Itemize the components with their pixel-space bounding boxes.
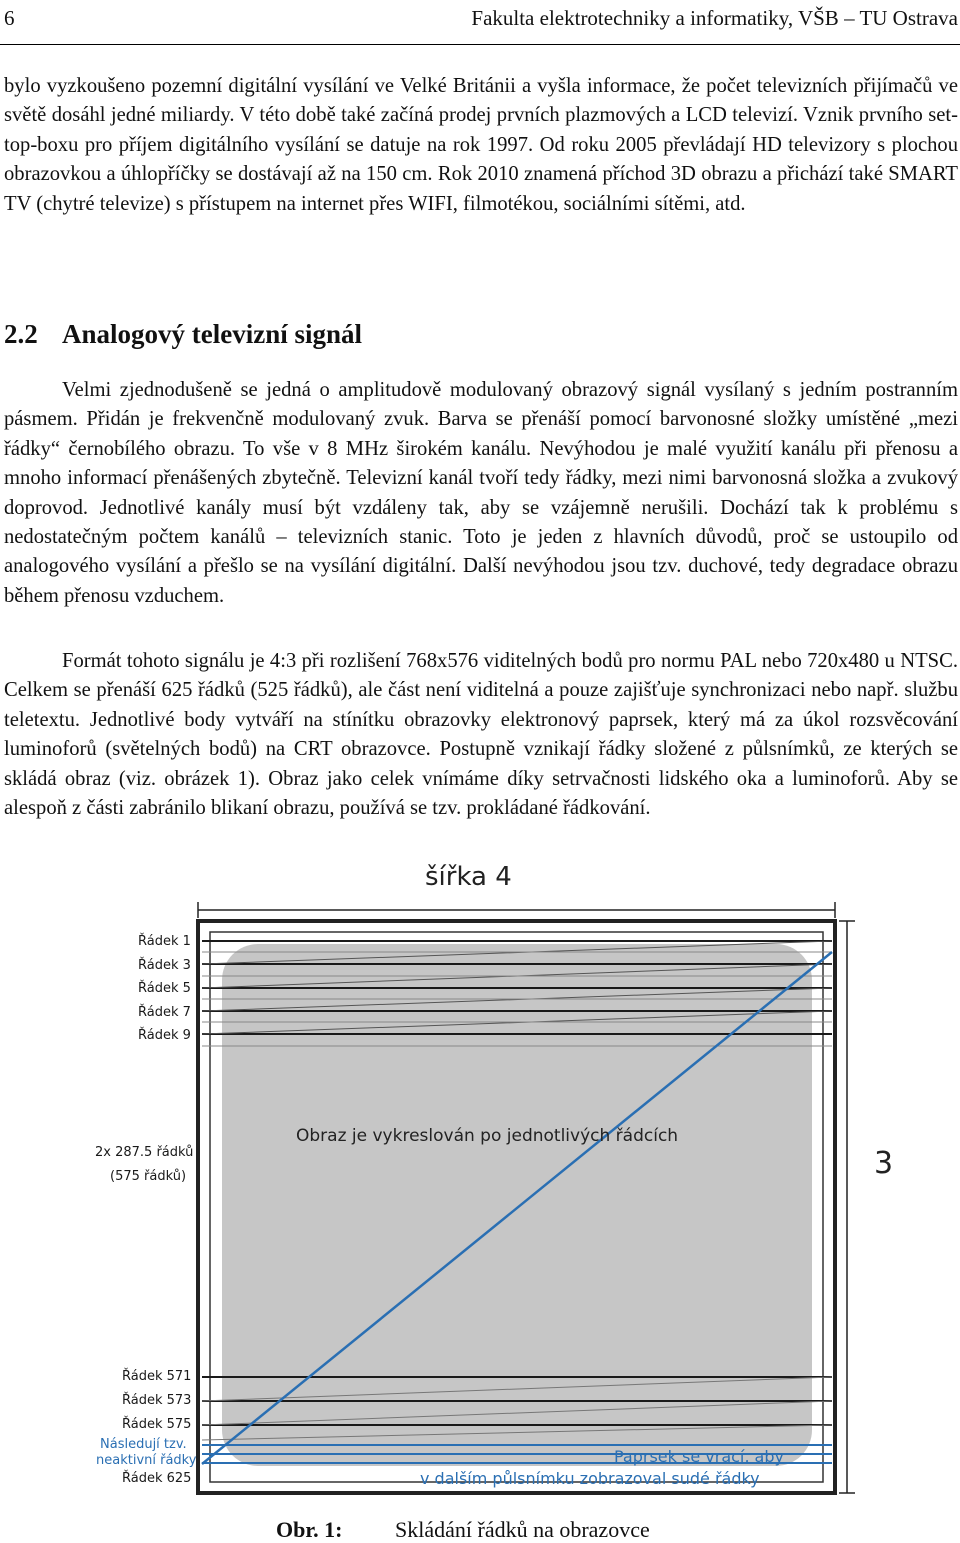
inactive-rows-label-2: neaktivní řádky	[96, 1453, 197, 1468]
caption-text: Skládání řádků na obrazovce	[395, 1517, 650, 1542]
row-label: Řádek 573	[122, 1393, 192, 1408]
row-label: Řádek 575	[122, 1417, 192, 1432]
screen-caption: Obraz je vykreslován po jednotlivých řádcích	[296, 1126, 679, 1146]
row-label: Řádek 5	[138, 981, 191, 996]
paragraph-analog-signal: Velmi zjednodušeně se jedná o amplitudově modulovaný obrazový signál vysílaný s jedním postranním pásmem. Přidán je frekvenčně modulovaný zvuk. Barva se přenáší pomocí barvonosné složky umístěné „mezi řádky“ černobílého obrazu. To vše v 8 MHz širokém kanálu. Nevýhodou je malé využití kanálu při přenosu a mnoho informací přenášených zbytečně. Televizní kanál tvoří tedy řádky, mezi nimi barvonosná složka a zvukový doprovod. Jednotlivé kanály musí být vzdáleny tak, aby se vzájemně nerušili. Dochází tak k problému s nedostatečným počtem kanálů – televizních stanic. Toto je jeden z hlavních důvodů, proč se ustoupilo od analogového vysílání a přešlo se na vysílání digitální. Další nevýhodou jsou tzv. duchové, tedy degradace obrazu během přenosu vzduchem.	[4, 379, 958, 607]
section-title: Analogový televizní signál	[62, 319, 363, 349]
return-note-2: v dalším půlsnímku zobrazoval sudé řádky	[420, 1469, 760, 1488]
row-label-last: Řádek 625	[122, 1471, 192, 1486]
row-label: Řádek 7	[138, 1005, 191, 1020]
width-dimension	[198, 902, 835, 918]
header-title: Fakulta elektrotechniky a informatiky, VŠB – TU Ostrava	[471, 6, 958, 30]
figure-interlacing	[0, 860, 960, 1508]
section-heading	[4, 319, 362, 350]
header-rule	[0, 44, 960, 45]
paragraph-history: bylo vyzkoušeno pozemní digitální vysílání ve Velké Británii a vyšla informace, že počet televizních přijímačů ve světě dosáhl jedné miliardy. V této době také začíná prodej prvních plazmových a LCD televizí. Vznik prvního set-top-boxu pro příjem digitálního vysílání se datuje na rok 1997. Od roku 2005 převládají HD televizory s plochou obrazovkou a úhlopříčky se dostávají až na 150 cm. Rok 2010 znamená příchod 3D obrazu a přichází také SMART TV (chytré televize) s přístupem na internet přes WIFI, filmotékou, sociálními sítěmi, atd.	[4, 75, 958, 215]
page-header	[0, 0, 960, 46]
height-dimension	[839, 921, 855, 1493]
caption-label: Obr. 1:	[276, 1517, 343, 1542]
row-count-total-label: (575 řádků)	[110, 1169, 187, 1184]
section-number: 2.2	[4, 319, 38, 349]
row-label: Řádek 3	[138, 958, 191, 973]
page-number: 6	[4, 6, 15, 30]
inactive-rows-label: Následují tzv.	[100, 1437, 187, 1452]
paragraph-format: Formát tohoto signálu je 4:3 při rozlišení 768x576 viditelných bodů pro normu PAL nebo 720x480 u NTSC. Celkem se přenáší 625 řádků (525 řádků), ale část není viditelná a pouze zajišťuje synchronizaci nebo např. službu teletextu. Jednotlivé body vytváří na stínítku obrazovky elektronový paprsek, který má za úkol rozsvěcování luminoforů (světelných bodů) na CRT obrazovce. Postupně vznikají řádky složené z půlsnímků, ze kterých se skládá obraz (viz. obrázek 1). Obraz jako celek vnímáme díky setrvačnosti lidského oka a luminoforů. Aby se alespoň z části zabránilo blikaní obrazu, používá se tzv. prokládané řádkování.	[4, 650, 958, 820]
row-label: Řádek 1	[138, 934, 191, 949]
return-note: Paprsek se vrací, aby	[614, 1447, 784, 1466]
row-label: Řádek 9	[138, 1028, 191, 1043]
height-label: 3	[874, 1146, 894, 1181]
row-label: Řádek 571	[122, 1369, 192, 1384]
width-label: šířka 4	[425, 862, 512, 892]
row-count-label: 2x 287.5 řádků	[95, 1145, 194, 1160]
